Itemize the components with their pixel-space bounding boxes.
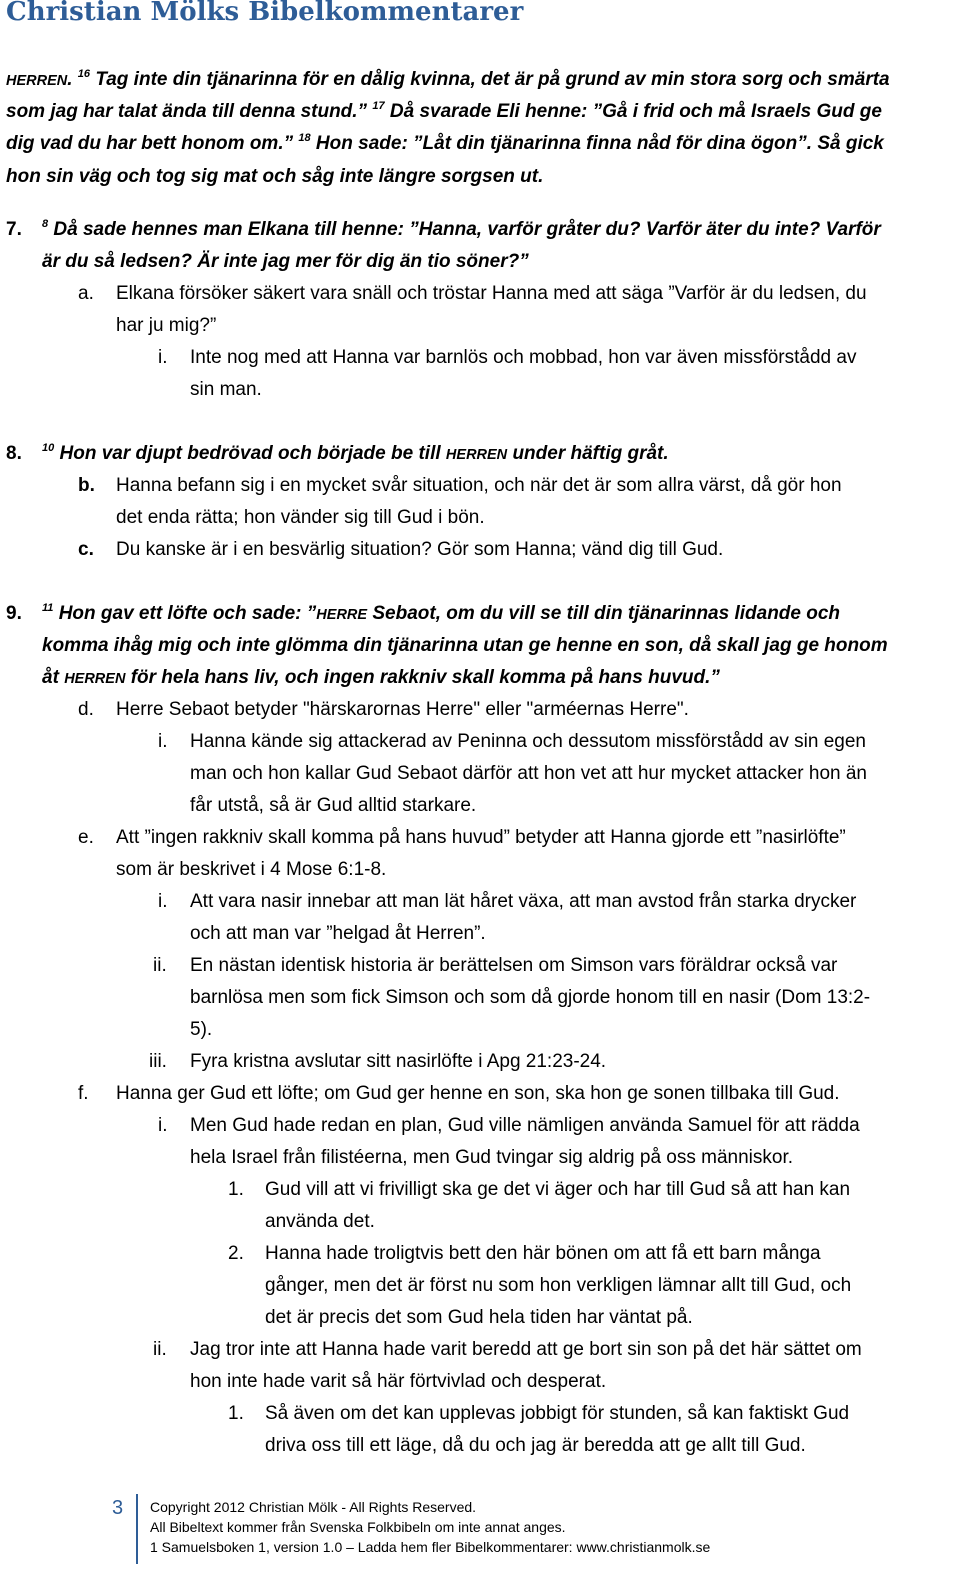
- section-number-7: 7.: [6, 219, 22, 240]
- page-header-title: Christian Mölks Bibelkommentarer: [6, 0, 524, 27]
- sec9-item-f-ii-1-line-1: Så även om det kan upplevas jobbigt för stunden, så kan faktiskt Gud: [265, 1403, 850, 1424]
- sec9-item-f-i-2-line-2: gånger, men det är först nu som hon verkligen lämnar allt till Gud, och: [265, 1275, 852, 1296]
- sec9-item-f-i-line-1: Men Gud hade redan en plan, Gud ville nämligen använda Samuel för att rädda: [190, 1115, 860, 1136]
- sec9-item-e-ii-line-1: En nästan identisk historia är berättelsen om Simson vars föräldrar också var: [190, 955, 838, 976]
- sec9-item-f-ii-1-label: 1.: [228, 1403, 244, 1424]
- footer-version-link: 1 Samuelsboken 1, version 1.0 – Ladda hem fler Bibelkommentarer: www.christianmolk.se: [150, 1539, 711, 1555]
- sec9-item-f-i-1-line-1: Gud vill att vi frivilligt ska ge det vi äger och har till Gud så att han kan: [265, 1179, 851, 1200]
- section-number-8: 8.: [6, 443, 22, 464]
- section-number-9: 9.: [6, 603, 22, 624]
- sec9-verse-line-1: $^{11}$ Hon gav ett löfte och sade: ”HERRE Sebaot, om du vill se till din tjänarinnas lidande och: [42, 602, 841, 624]
- intro-line-1: HERREN. $^{16}$ Tag inte din tjänarinna för en dålig kvinna, det är på grund av min stora sorg och smärta: [6, 68, 890, 90]
- sec9-item-d-line-1: Herre Sebaot betyder "härskarornas Herre" eller "arméernas Herre".: [116, 699, 689, 720]
- sec9-item-f-ii-label: ii.: [153, 1339, 167, 1360]
- sec9-item-f-i-line-2: hela Israel från filistéerna, men Gud tvingar sig aldrig på oss människor.: [190, 1147, 794, 1168]
- footer-bible-note: All Bibeltext kommer från Svenska Folkbibeln om inte annat anges.: [150, 1519, 566, 1535]
- sec9-item-f-i-1-label: 1.: [228, 1179, 244, 1200]
- sec9-item-d-i-line-3: får utstå, så är Gud alltid starkare.: [190, 795, 477, 816]
- sec9-item-e-iii-line-1: Fyra kristna avslutar sitt nasirlöfte i Apg 21:23-24.: [190, 1051, 607, 1072]
- sec9-item-f-ii-1-line-2: driva oss till ett läge, då du och jag är beredda att ge allt till Gud.: [265, 1435, 806, 1456]
- sec8-item-b-line-1: Hanna befann sig i en mycket svår situation, och när det är som allra värst, då gör hon: [116, 475, 842, 496]
- sec9-item-e-label: e.: [78, 827, 94, 848]
- sec7-item-a-line-2: har ju mig?”: [116, 315, 217, 336]
- sec8-item-c-line-1: Du kanske är i en besvärlig situation? Gör som Hanna; vänd dig till Gud.: [116, 539, 724, 560]
- sec8-item-b-line-2: det enda rätta; hon vänder sig till Gud i bön.: [116, 507, 485, 528]
- sec9-item-e-iii-label: iii.: [149, 1051, 167, 1072]
- sec9-item-e-line-1: Att ”ingen rakkniv skall komma på hans huvud” betyder att Hanna gjorde ett ”nasirlöfte”: [116, 827, 846, 848]
- footer-divider: [136, 1494, 138, 1564]
- sec9-verse-line-3: åt HERREN för hela hans liv, och ingen rakkniv skall komma på hans huvud.”: [42, 667, 720, 688]
- footer-page-number: 3: [112, 1497, 124, 1519]
- sec9-item-e-i-line-2: och att man var ”helgad åt Herren”.: [190, 923, 486, 944]
- footer-copyright: Copyright 2012 Christian Mölk - All Rights Reserved.: [150, 1499, 477, 1515]
- sec9-item-f-i-1-line-2: använda det.: [265, 1211, 375, 1232]
- sec7-item-i-label: i.: [158, 347, 168, 368]
- sec9-item-e-ii-line-3: 5).: [190, 1019, 213, 1040]
- sec9-item-f-i-label: i.: [158, 1115, 168, 1136]
- sec9-item-f-i-2-line-3: det är precis det som Gud hela tiden har väntat på.: [265, 1307, 693, 1328]
- sec9-item-e-i-line-1: Att vara nasir innebar att man lät håret växa, att man avstod från starka drycker: [190, 891, 857, 912]
- sec9-item-e-ii-label: ii.: [153, 955, 167, 976]
- sec9-item-d-i-line-2: man och hon kallar Gud Sebaot därför att hon vet att hur mycket attacker hon än: [190, 763, 867, 784]
- sec7-item-a-label: a.: [78, 283, 94, 304]
- sec9-item-f-i-2-line-1: Hanna hade troligtvis bett den här bönen om att få ett barn många: [265, 1243, 821, 1264]
- sec9-item-f-ii-line-1: Jag tror inte att Hanna hade varit beredd att ge bort sin son på det här sättet om: [190, 1339, 862, 1360]
- sec9-item-e-i-label: i.: [158, 891, 168, 912]
- sec9-item-d-i-label: i.: [158, 731, 168, 752]
- sec8-item-b-label: b.: [78, 475, 95, 496]
- sec7-item-i-line-1: Inte nog med att Hanna var barnlös och mobbad, hon var även missförstådd av: [190, 347, 857, 368]
- sec9-item-d-label: d.: [78, 699, 94, 720]
- sec8-verse-line-1: $^{10}$ Hon var djupt bedrövad och började be till HERREN under häftig gråt.: [42, 442, 669, 464]
- sec7-verse-line-1: $^8$ Då sade hennes man Elkana till henne: ”Hanna, varför gråter du? Varför äter du inte? Varför: [42, 218, 881, 240]
- intro-line-2: som jag har talat ända till denna stund.” $^{17}$ Då svarade Eli henne: ”Gå i frid och må Israels Gud ge: [6, 100, 882, 122]
- sec9-item-d-i-line-1: Hanna kände sig attackerad av Peninna och dessutom missförstådd av sin egen: [190, 731, 866, 752]
- intro-line-3: dig vad du har bett honom om.” $^{18}$ Hon sade: ”Låt din tjänarinna finna nåd för dina ögon”. Så gick: [6, 132, 884, 154]
- sec9-item-e-ii-line-2: barnlösa men som fick Simson och som då gjorde honom till en nasir (Dom 13:2-: [190, 987, 871, 1008]
- sec8-item-c-label: c.: [78, 539, 94, 560]
- sec9-item-e-line-2: som är beskrivet i 4 Mose 6:1-8.: [116, 859, 387, 880]
- sec9-item-f-i-2-label: 2.: [228, 1243, 244, 1264]
- sec7-item-a-line-1: Elkana försöker säkert vara snäll och tröstar Hanna med att säga ”Varför är du ledsen, du: [116, 283, 867, 304]
- sec9-item-f-line-1: Hanna ger Gud ett löfte; om Gud ger henne en son, ska hon ge sonen tillbaka till Gud.: [116, 1083, 840, 1104]
- sec9-item-f-ii-line-2: hon inte hade varit så här förtvivlad och desperat.: [190, 1371, 607, 1392]
- sec7-item-i-line-2: sin man.: [190, 379, 262, 400]
- intro-line-4: hon sin väg och tog sig mat och såg inte längre sorgsen ut.: [6, 166, 544, 187]
- sec9-item-f-label: f.: [78, 1083, 89, 1104]
- sec9-verse-line-2: komma ihåg mig och inte glömma din tjänarinna utan ge henne en son, då skall jag ge honom: [42, 635, 888, 656]
- sec7-verse-line-2: är du så ledsen? Är inte jag mer för dig än tio söner?”: [42, 251, 529, 272]
